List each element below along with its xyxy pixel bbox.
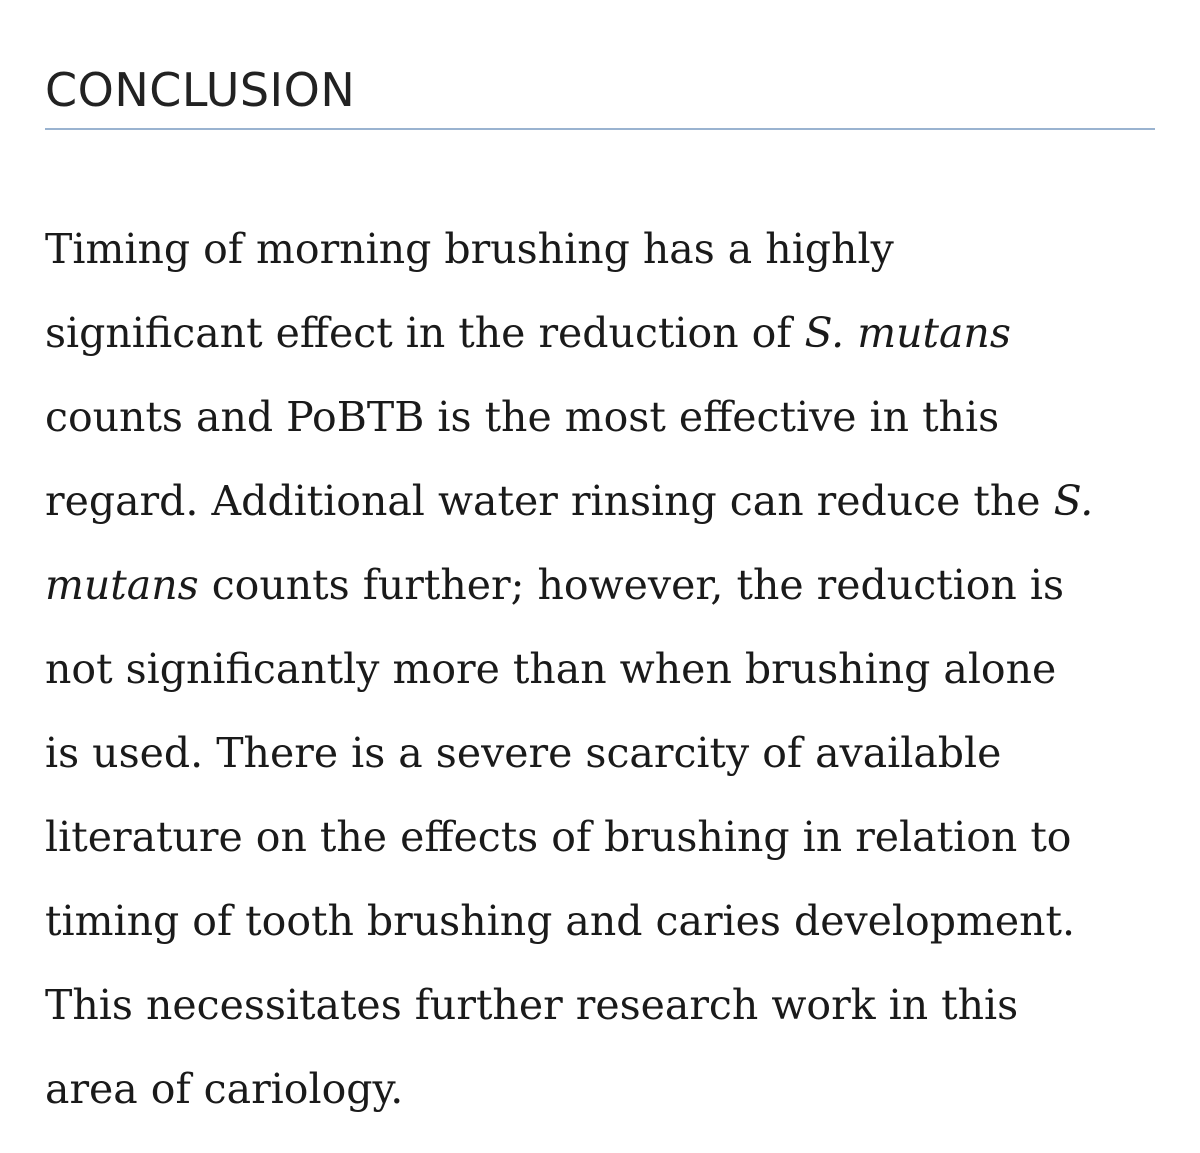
text-run: literature on the effects of brushing in relation to bbox=[45, 813, 1072, 861]
paragraph-line bbox=[45, 543, 1155, 627]
species-name: S. mutans bbox=[804, 309, 1011, 357]
paragraph-line bbox=[45, 627, 1155, 711]
text-run: This necessitates further research work in this bbox=[45, 981, 1019, 1029]
text-run: not significantly more than when brushing alone bbox=[45, 645, 1057, 693]
text-run: Timing of morning brushing has a highly bbox=[45, 225, 894, 273]
text-run: counts further; however, the reduction is bbox=[198, 561, 1065, 609]
species-name: S. bbox=[1053, 477, 1094, 525]
paragraph-line bbox=[45, 291, 1155, 375]
paragraph-line bbox=[45, 207, 1155, 291]
text-run: counts and PoBTB is the most effective in this bbox=[45, 393, 1000, 441]
text-run: is used. There is a severe scarcity of available bbox=[45, 729, 1002, 777]
paragraph-line bbox=[45, 879, 1155, 963]
section-heading: CONCLUSION bbox=[45, 63, 356, 117]
paragraph-line bbox=[45, 795, 1155, 879]
text-run: significant effect in the reduction of bbox=[45, 309, 805, 357]
text-run: timing of tooth brushing and caries development. bbox=[45, 897, 1076, 945]
paragraph-line bbox=[45, 1047, 1155, 1131]
text-run: regard. Additional water rinsing can reduce the bbox=[45, 477, 1054, 525]
conclusion-paragraph bbox=[45, 207, 1155, 1131]
paragraph-line bbox=[45, 963, 1155, 1047]
paragraph-line bbox=[45, 459, 1155, 543]
text-run: area of cariology. bbox=[45, 1065, 404, 1113]
species-name: mutans bbox=[45, 561, 199, 609]
paragraph-line bbox=[45, 375, 1155, 459]
heading-divider bbox=[45, 128, 1155, 130]
paragraph-line bbox=[45, 711, 1155, 795]
conclusion-section bbox=[45, 0, 1155, 1131]
